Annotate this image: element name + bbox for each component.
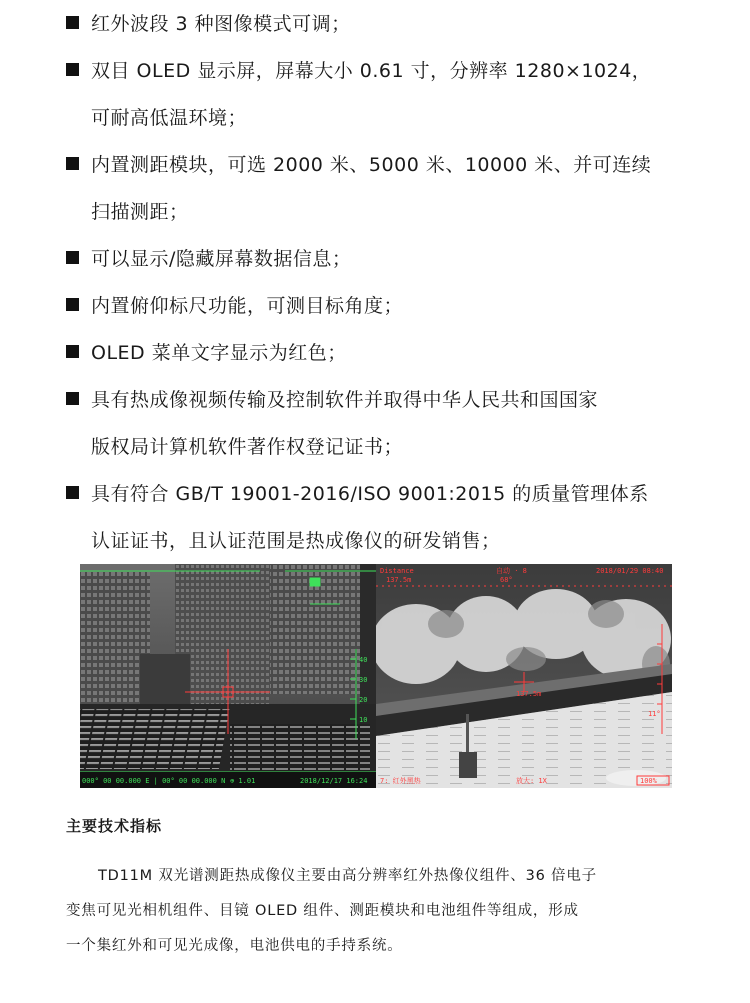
distance-label: Distance: [380, 567, 414, 575]
bullet-item: 具有热成像视频传输及控制软件并取得中华人民共和国国家: [66, 380, 706, 427]
ruler-label: 30: [359, 676, 368, 684]
left-timestamp: 2018/12/17 16:24: [300, 777, 368, 785]
bullet-item-continuation: 扫描测距；: [91, 201, 189, 223]
bullet-item: OLED 菜单文字显示为红色；: [66, 333, 706, 380]
ruler-label: 20: [359, 696, 368, 704]
thermal-buildings-photo: [80, 564, 376, 788]
ruler-label: 40: [359, 656, 368, 664]
thermal-image-gallery: [80, 564, 672, 788]
bullet-item-continuation: 版权局计算机软件著作权登记证书；: [91, 436, 404, 458]
square-bullet-icon: [66, 63, 79, 76]
square-bullet-icon: [66, 298, 79, 311]
square-bullet-icon: [66, 486, 79, 499]
bullet-item-continuation: 认证证书，且认证范围是热成像仪的研发销售；: [91, 530, 501, 552]
square-bullet-icon: [66, 16, 79, 29]
battery-level: 100%: [640, 777, 657, 785]
bullet-item: 可以显示/隐藏屏幕数据信息；: [66, 239, 706, 286]
bullet-item: 内置俯仰标尺功能，可测目标角度；: [66, 286, 706, 333]
feature-list: [66, 4, 706, 568]
paragraph-line: 变焦可见光相机组件、目镜 OLED 组件、测距模块和电池组件等组成，形成: [66, 903, 579, 919]
distance-value: 137.5m: [386, 576, 412, 584]
description-paragraph: [66, 862, 696, 967]
right-timestamp: 2018/01/29 08:40: [596, 567, 664, 575]
section-heading: 主要技术指标: [66, 817, 163, 835]
bullet-item: 具有符合 GB/T 19001-2016/ISO 9001:2015 的质量管理体系: [66, 474, 706, 521]
square-bullet-icon: [66, 392, 79, 405]
bullet-item-continuation: 可耐高低温环境；: [91, 107, 248, 129]
mode-readout: 自动 · 8: [496, 567, 527, 575]
azimuth-readout: 68°: [500, 576, 513, 584]
magnification-readout: 放大: 1X: [516, 777, 547, 785]
square-bullet-icon: [66, 345, 79, 358]
palette-mode: 7: 红外黑热: [380, 777, 421, 785]
paragraph-line: TD11M 双光谱测距热成像仪主要由高分辨率红外热像仪组件、36 倍电子: [98, 868, 597, 884]
paragraph-line: 一个集红外和可见光成像，电池供电的手持系统。: [66, 938, 403, 954]
gps-coordinates: 000° 00 00.000 E | 00° 00 00.000 N: [82, 777, 226, 785]
ruler-label: 10: [359, 716, 368, 724]
square-bullet-icon: [66, 251, 79, 264]
bullet-item: 双目 OLED 显示屏，屏幕大小 0.61 寸，分辨率 1280×1024，: [66, 51, 706, 98]
pitch-readout: 11°: [648, 710, 661, 718]
bullet-item: 红外波段 3 种图像模式可调；: [66, 4, 706, 51]
square-bullet-icon: [66, 157, 79, 170]
thermal-road-photo: [376, 564, 672, 788]
zoom-readout: ⊕ 1.01: [230, 777, 256, 785]
target-distance: 137.5m: [516, 690, 542, 698]
bullet-item: 内置测距模块，可选 2000 米、5000 米、10000 米、并可连续: [66, 145, 706, 192]
